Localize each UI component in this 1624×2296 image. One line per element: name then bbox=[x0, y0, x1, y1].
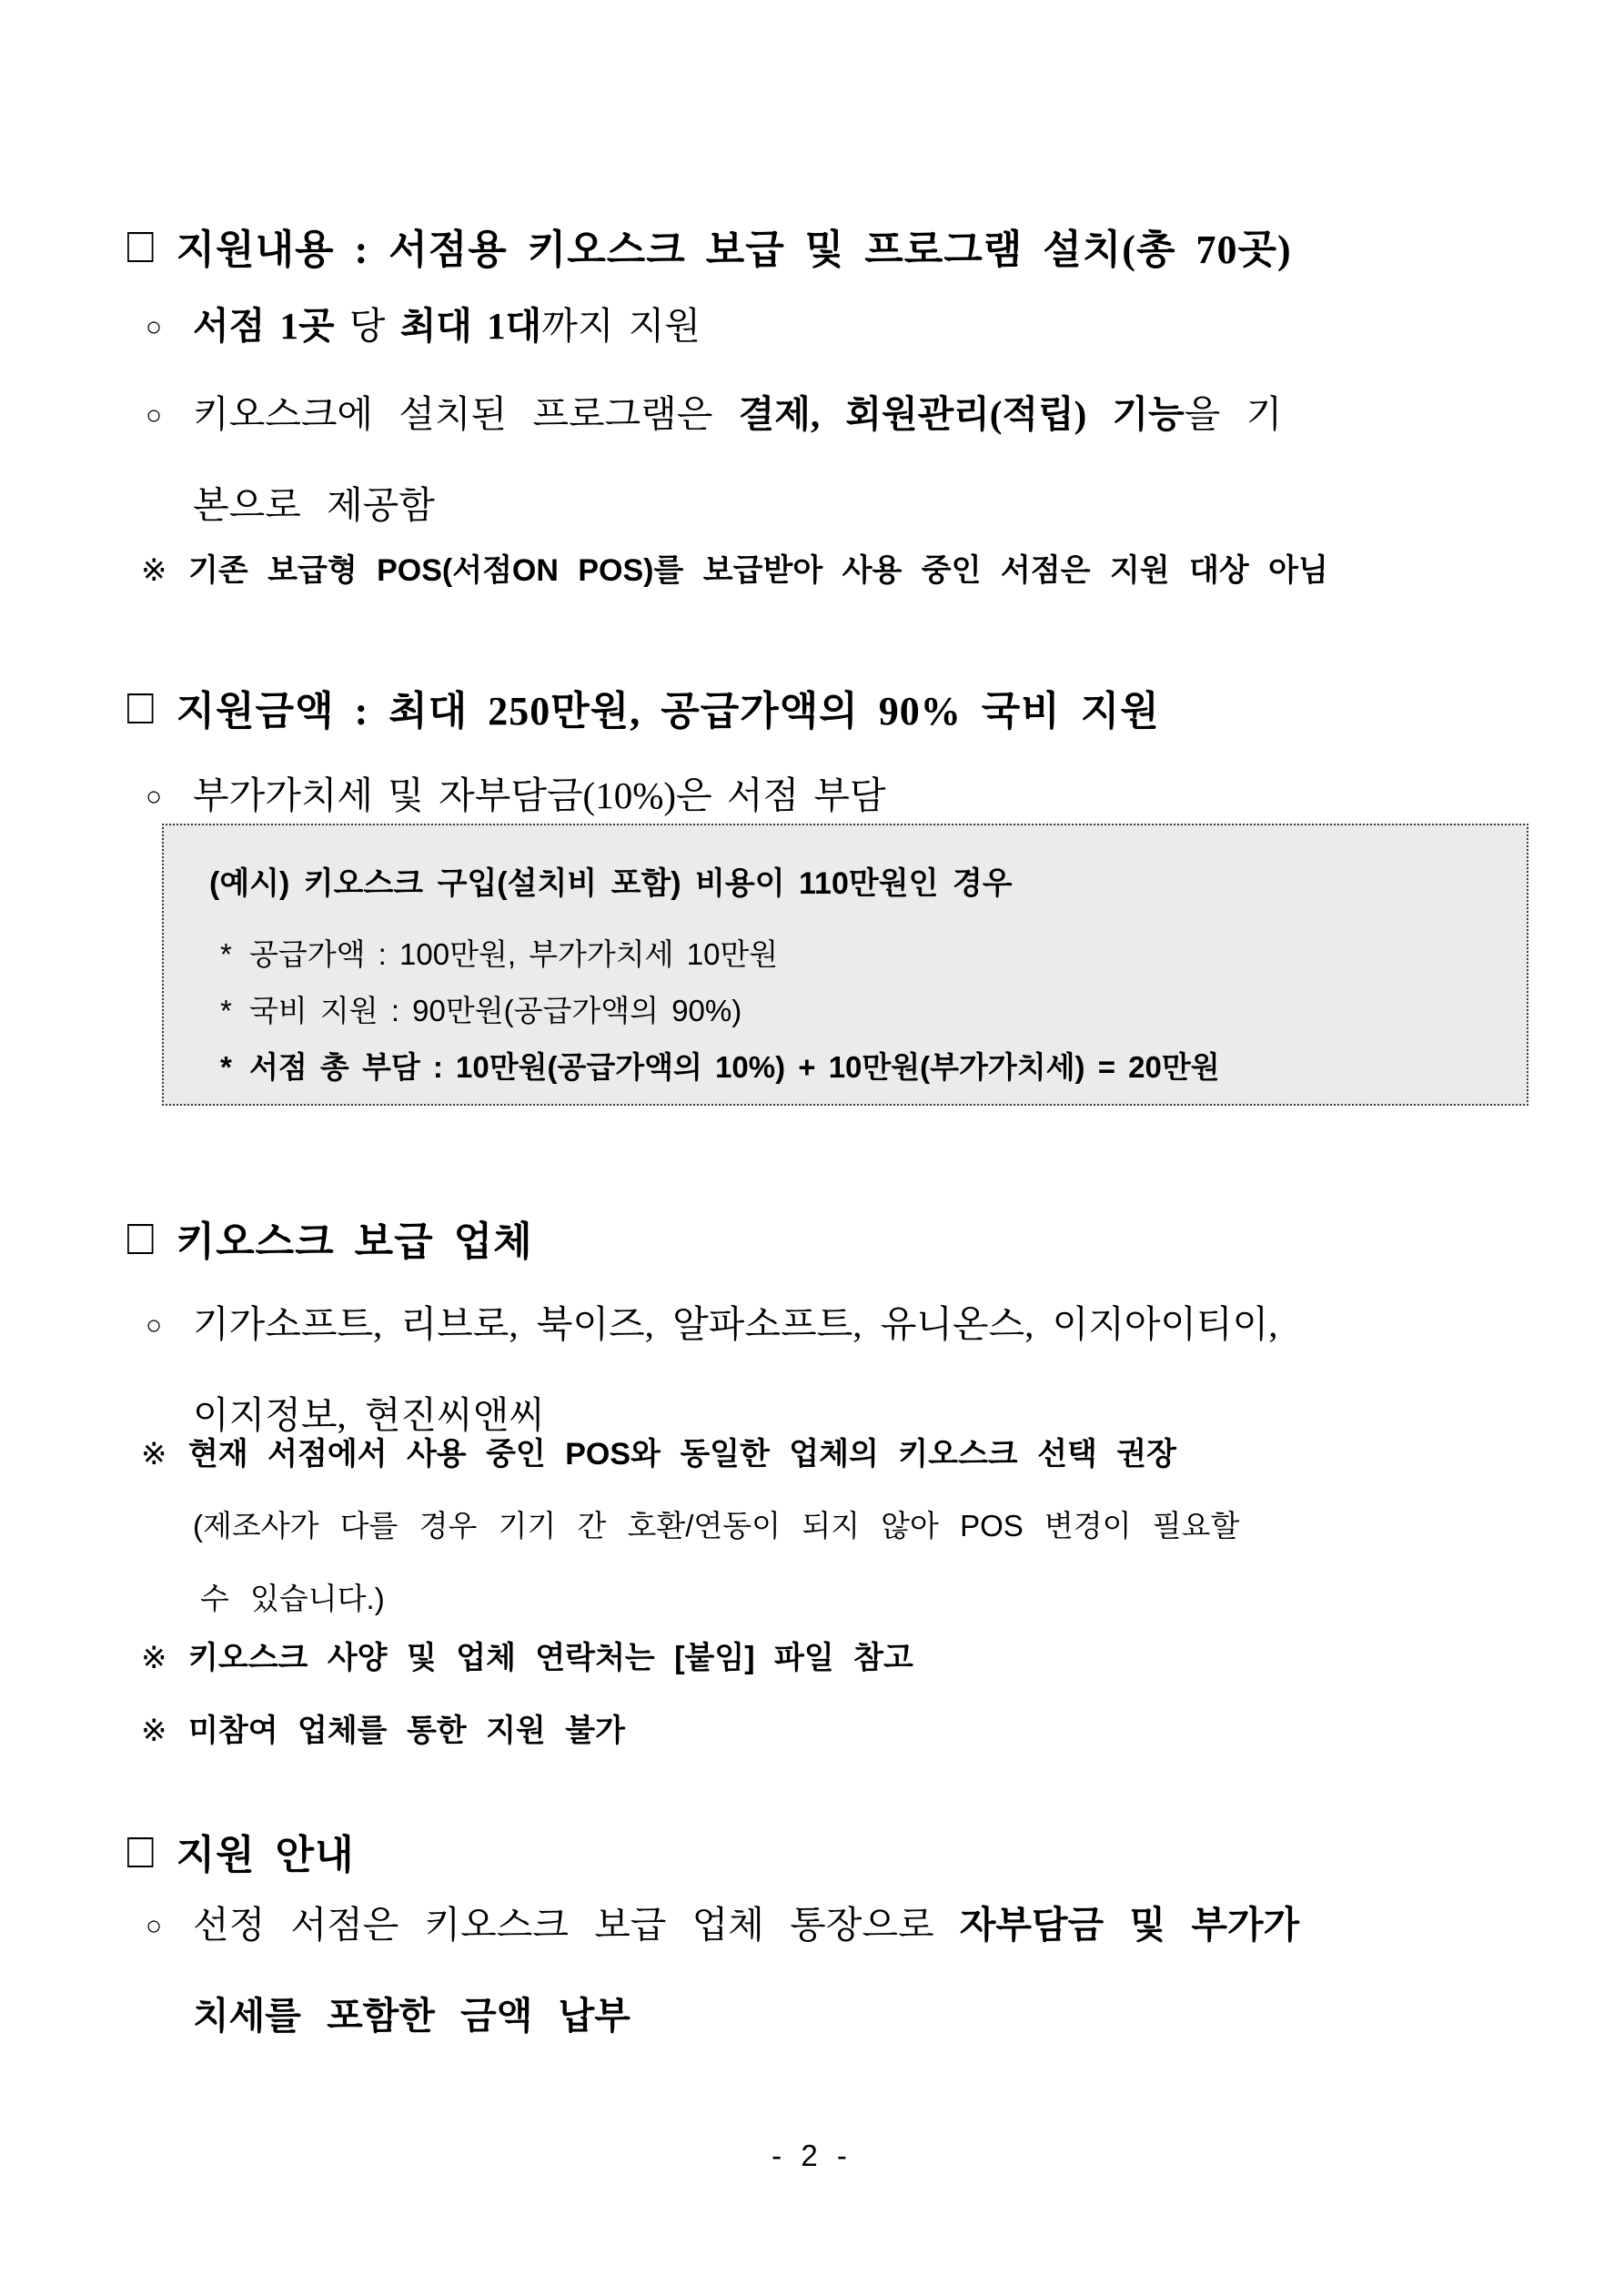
note-compatibility-line2: 수 있습니다.) bbox=[200, 1582, 385, 1615]
section-title: 지원내용 : 서점용 키오스크 보급 및 프로그램 설치(총 70곳) bbox=[176, 228, 1292, 272]
circle-bullet-icon: ○ bbox=[146, 312, 163, 342]
bullet-max-one-per-store bbox=[146, 302, 701, 351]
example-line-text: 서점 총 부담 : 10만원(공급가액의 10%) + 10만원(부가가치세) = 20만원 bbox=[249, 1050, 1220, 1084]
bullet-payment-instruction bbox=[146, 1879, 1299, 2061]
bullet-text: 서점 1곳 당 최대 1대까지 지원 bbox=[193, 305, 701, 347]
note-text: 키오스크 사양 및 업체 연락처는 [붙임] 파일 참고 bbox=[188, 1641, 913, 1675]
section-heading-support-content bbox=[127, 217, 1292, 275]
example-box-title: (예시) 키오스크 구입(설치비 포함) 비용이 110만원인 경우 bbox=[209, 866, 1013, 901]
asterisk-icon: * bbox=[220, 1050, 232, 1084]
note-text: 미참여 업체를 통한 지원 불가 bbox=[188, 1714, 625, 1748]
note-nonparticipating-vendor bbox=[141, 1711, 625, 1751]
section-title: 키오스크 보급 업체 bbox=[176, 1219, 533, 1264]
bullet-vat-self-pay bbox=[146, 772, 886, 821]
circle-bullet-icon: ○ bbox=[146, 782, 163, 812]
example-line-national-subsidy bbox=[209, 983, 1490, 1039]
section-heading-support-guide bbox=[127, 1822, 355, 1880]
note-compatibility-line1: (제조사가 다를 경우 기기 간 호환/연동이 되지 않아 POS 변경이 필요할 bbox=[193, 1509, 1240, 1542]
note-existing-pos-excluded bbox=[141, 551, 1328, 591]
section-heading-kiosk-vendors bbox=[127, 1209, 533, 1267]
reference-mark-icon: ※ bbox=[141, 1641, 167, 1675]
bullet-text: 선정 서점은 키오스크 보급 업체 통장으로 자부담금 및 부가가 치세를 포함한 금액 납부 bbox=[193, 1904, 1300, 2037]
reference-mark-icon: ※ bbox=[141, 553, 167, 588]
example-cost-box bbox=[162, 824, 1528, 1106]
reference-mark-icon: ※ bbox=[141, 1437, 167, 1472]
asterisk-icon: * bbox=[220, 937, 232, 971]
section-title: 지원금액 : 최대 250만원, 공급가액의 90% 국비 지원 bbox=[176, 689, 1160, 733]
asterisk-icon: * bbox=[220, 994, 232, 1027]
bullet-text: 부가가치세 및 자부담금(10%)은 서점 부담 bbox=[193, 774, 886, 816]
square-bullet-icon: □ bbox=[127, 1209, 155, 1266]
circle-bullet-icon: ○ bbox=[146, 1911, 163, 1941]
example-line-text: 국비 지원 : 90만원(공급가액의 90%) bbox=[249, 994, 742, 1027]
note-same-vendor-recommended bbox=[141, 1434, 1176, 1474]
example-line-store-total bbox=[209, 1039, 1490, 1096]
bullet-text: 키오스크에 설치된 프로그램은 결제, 회원관리(적립) 기능을 기 본으로 제공함 bbox=[193, 393, 1283, 526]
square-bullet-icon: □ bbox=[127, 679, 155, 735]
circle-bullet-icon: ○ bbox=[146, 400, 163, 430]
example-line-supply-price bbox=[209, 926, 1490, 983]
example-line-text: 공급가액 : 100만원, 부가가치세 10만원 bbox=[249, 937, 779, 971]
note-text: 기존 보급형 POS(서점ON POS)를 보급받아 사용 중인 서점은 지원 대상 아님 bbox=[188, 553, 1328, 588]
section-title: 지원 안내 bbox=[176, 1833, 355, 1877]
bullet-program-functions bbox=[146, 369, 1282, 551]
note-attachment-reference bbox=[141, 1638, 913, 1678]
reference-mark-icon: ※ bbox=[141, 1714, 167, 1748]
bullet-text: 기가소프트, 리브로, 북이즈, 알파소프트, 유니온스, 이지아이티이, 이지정보, 현진씨앤씨 bbox=[193, 1303, 1278, 1436]
bullet-vendor-list bbox=[146, 1279, 1278, 1461]
square-bullet-icon: □ bbox=[127, 217, 155, 274]
note-text: 현재 서점에서 사용 중인 POS와 동일한 업체의 키오스크 선택 권장 bbox=[188, 1437, 1176, 1472]
square-bullet-icon: □ bbox=[127, 1823, 155, 1879]
circle-bullet-icon: ○ bbox=[146, 1310, 163, 1340]
section-heading-support-amount bbox=[127, 678, 1160, 736]
page-number: - 2 - bbox=[772, 2139, 852, 2172]
